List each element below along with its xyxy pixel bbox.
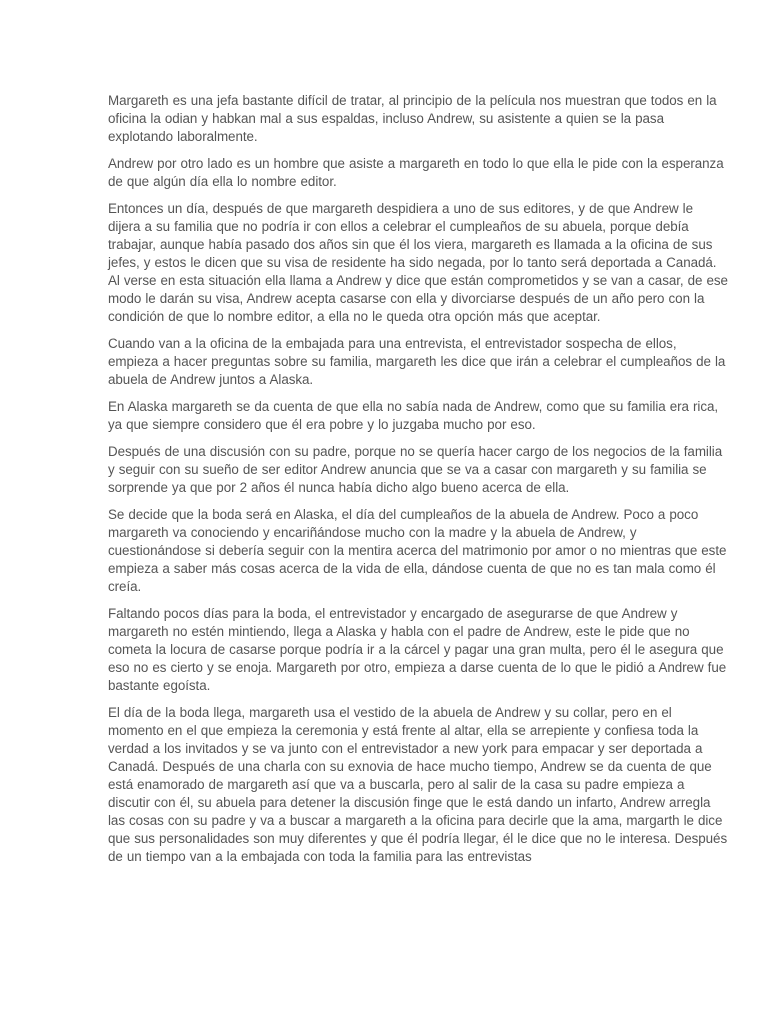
paragraph: Se decide que la boda será en Alaska, el día del cumpleaños de la abuela de Andrew. Poco a poco margareth va conociendo y encariñándose mucho con la madre y la abuela de Andrew, y cuestionándose si debería seguir con la mentira acerca del matrimonio por amor o no mientras que este empieza a saber más cosas acerca de la vida de ella, dándose cuenta de que no es tan mala como él creía.	[108, 507, 727, 594]
paragraph: Margareth es una jefa bastante difícil de tratar, al principio de la película nos muestran que todos en la oficina la odian y habkan mal a sus espaldas, incluso Andrew, su asistente a quien se la pasa explotando laboralmente.	[108, 93, 717, 144]
paragraph: Entonces un día, después de que margareth despidiera a uno de sus editores, y de que Andrew le dijera a su familia que no podría ir con ellos a celebrar el cumpleaños de su abuela, porque debía trabajar, aunque había pasado dos años sin que él los viera, margareth es llamada a la oficina de sus jefes, y estos le dicen que su visa de residente ha sido negada, por lo tanto será deportada a Canadá. Al verse en esta situación ella llama a Andrew y dice que están comprometidos y se van a casar, de ese modo le darán su visa, Andrew acepta casarse con ella y divorciarse después de un año pero con la condición de que lo nombre editor, a ella no le queda otra opción más que aceptar.	[108, 201, 728, 324]
paragraph: En Alaska margareth se da cuenta de que ella no sabía nada de Andrew, como que su familia era rica, ya que siempre considero que él era pobre y lo juzgaba mucho por eso.	[108, 399, 719, 432]
paragraph: El día de la boda llega, margareth usa el vestido de la abuela de Andrew y su collar, pero en el momento en el que empieza la ceremonia y está frente al altar, ella se arrepiente y confiesa toda la verdad a los invitados y se va junto con el entrevistador a new york para empacar y ser deportada a Canadá. Después de una charla con su exnovia de hace mucho tiempo, Andrew se da cuenta de que está enamorado de margareth así que va a buscarla, pero al salir de la casa su padre empieza a discutir con él, su abuela para detener la discusión finge que le está dando un infarto, Andrew arregla las cosas con su padre y va a buscar a margareth a la oficina para decirle que la ama, margarth le dice que sus personalidades son muy diferentes y que él podría llegar, él le dice que no le interesa. Después de un tiempo van a la embajada con toda la familia para las entrevistas	[108, 705, 728, 864]
paragraph: Cuando van a la oficina de la embajada para una entrevista, el entrevistador sospecha de ellos, empieza a hacer preguntas sobre su familia, margareth les dice que irán a celebrar el cumpleaños de la abuela de Andrew juntos a Alaska.	[108, 336, 726, 387]
paragraph: Faltando pocos días para la boda, el entrevistador y encargado de asegurarse de que Andrew y margareth no estén mintiendo, llega a Alaska y habla con el padre de Andrew, este le pide que no cometa la locura de casarse porque podría ir a la cárcel y pagar una gran multa, pero él le asegura que eso no es cierto y se enoja. Margareth por otro, empieza a darse cuenta de lo que le pidió a Andrew fue bastante egoísta.	[108, 606, 727, 693]
document-body	[108, 92, 728, 875]
paragraph: Después de una discusión con su padre, porque no se quería hacer cargo de los negocios de la familia y seguir con su sueño de ser editor Andrew anuncia que se va a casar con margareth y su familia se sorprende ya que por 2 años él nunca había dicho algo bueno acerca de ella.	[108, 444, 723, 495]
paragraph: Andrew por otro lado es un hombre que asiste a margareth en todo lo que ella le pide con la esperanza de que algún día ella lo nombre editor.	[108, 156, 724, 189]
